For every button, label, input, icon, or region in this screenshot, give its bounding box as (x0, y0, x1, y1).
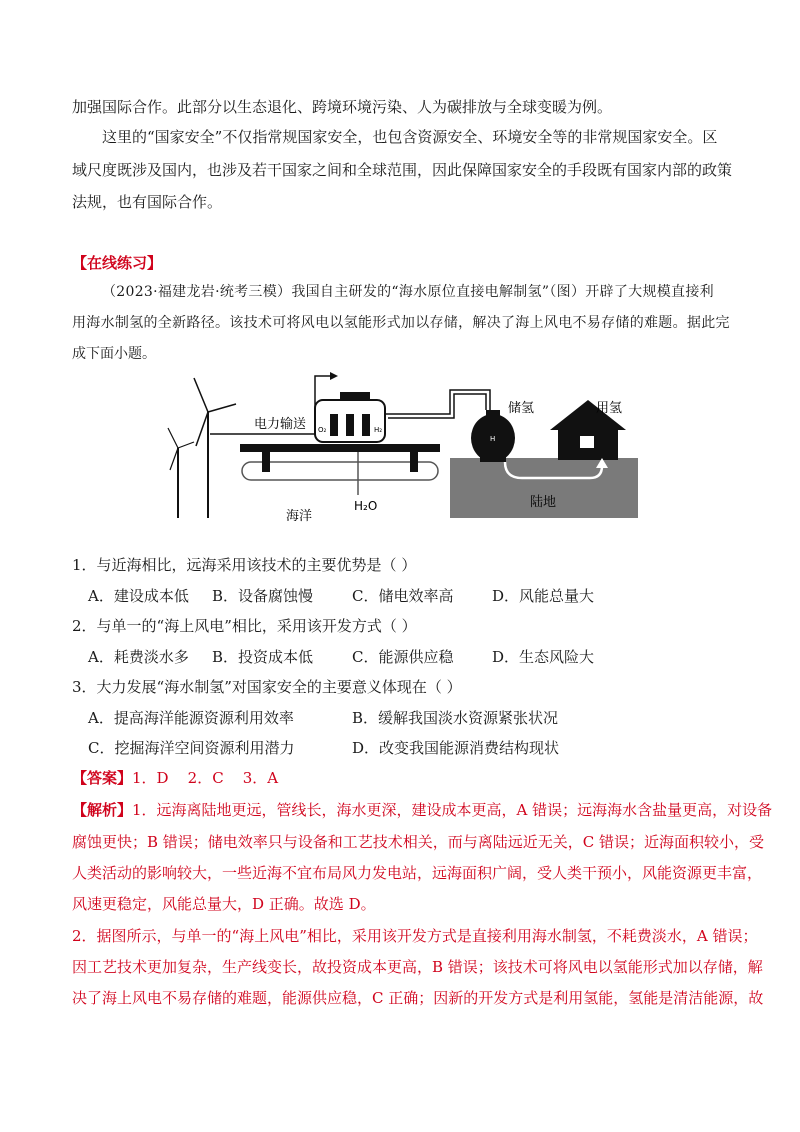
power-arrow (330, 372, 338, 380)
ocean-float (242, 462, 438, 480)
analysis-line-3: 人类活动的影响较大，一些近海不宜布局风力发电站，远海面积广阔，受人类干预小，风能资源更丰富， (72, 864, 763, 882)
use-label: 用氢 (596, 401, 623, 416)
h2-label: H₂ (374, 426, 383, 434)
electrode (362, 414, 370, 436)
q2-option-a: A．耗费淡水多 (88, 648, 189, 666)
answer-text: 1．D 2．C 3．A (132, 769, 279, 787)
turbine-blade (208, 404, 236, 412)
platform-deck (240, 444, 440, 452)
turbine-blade (168, 428, 178, 448)
q3-option-c: C．挖掘海洋空间资源利用潜力 (88, 739, 295, 757)
stem-line-3: 成下面小题。 (72, 346, 156, 362)
tank-h-label: H (490, 435, 496, 443)
analysis-line-4: 风速更稳定，风能总量大，D 正确。故选 D。 (72, 895, 376, 913)
q1-option-b: B．设备腐蚀慢 (212, 587, 314, 605)
answer-label: 【答案】 (72, 769, 133, 787)
analysis-line-7: 决了海上风电不易存储的难题，能源供应稳，C 正确；因新的开发方式是利用氢能，氢能是清洁能源，故 (72, 989, 764, 1007)
power-label: 电力输送 (254, 417, 307, 432)
analysis-line-2: 腐蚀更快；B 错误；储电效率只与设备和工艺技术相关，而与离陆远近无关，C 错误；近海面积较小，受 (72, 833, 765, 851)
q2-option-d: D．生态风险大 (492, 648, 595, 666)
question-3-stem: 3．大力发展“海水制氢”对国家安全的主要意义体现在（ ） (72, 678, 462, 696)
q3-option-d: D．改变我国能源消费结构现状 (352, 739, 560, 757)
analysis-label: 【解析】 (72, 801, 133, 819)
ocean-label: 海洋 (286, 509, 313, 524)
land-label: 陆地 (530, 495, 557, 510)
house-window (580, 436, 594, 448)
question-2-stem: 2．与单一的“海上风电”相比，采用该开发方式（ ） (72, 617, 417, 635)
tank-base (480, 456, 506, 462)
seawater-hydrogen-figure (150, 370, 650, 530)
o2-label: O₂ (318, 426, 327, 434)
q2-option-c: C．能源供应稳 (352, 648, 454, 666)
analysis-line-6: 因工艺技术更加复杂，生产线变长，故投资成本更高，B 错误；该技术可将风电以氢能形式加以存储，解 (72, 958, 763, 976)
intro-line-4: 法规，也有国际合作。 (72, 193, 223, 211)
intro-line-3: 域尺度既涉及国内，也涉及若干国家之间和全球范围，因此保障国家安全的手段既有国家内部的政策 (72, 161, 733, 179)
intro-line-2: 这里的“国家安全”不仅指常规国家安全，也包含资源安全、环境安全等的非常规国家安全。区 (102, 128, 718, 146)
question-1-stem: 1．与近海相比，远海采用该技术的主要优势是（ ） (72, 556, 417, 574)
platform-leg (262, 452, 270, 472)
q3-option-b: B．缓解我国淡水资源紧张状况 (352, 709, 559, 727)
water-label: H₂O (354, 499, 378, 513)
q1-option-c: C．储电效率高 (352, 587, 454, 605)
turbine-blade (170, 448, 178, 470)
q1-option-d: D．风能总量大 (492, 587, 595, 605)
stem-line-1: （2023·福建龙岩·统考三模）我国自主研发的“海水原位直接电解制氢”（图）开辟了大规模直接利 (102, 284, 714, 300)
answer-line (72, 767, 278, 788)
q2-option-b: B．投资成本低 (212, 648, 314, 666)
stem-line-2: 用海水制氢的全新路径。该技术可将风电以氢能形式加以存储，解决了海上风电不易存储的难题。据此完 (72, 315, 730, 331)
turbine-blade (194, 378, 208, 412)
analysis-line-5: 2．据图所示，与单一的“海上风电”相比，采用该开发方式是直接利用海水制氢，不耗费淡水，A 错误； (72, 927, 758, 945)
section-title: 【在线练习】 (72, 254, 163, 272)
intro-line-1: 加强国际合作。此部分以生态退化、跨境环境污染、人为碳排放与全球变暖为例。 (72, 98, 613, 116)
q1-option-a: A．建设成本低 (88, 587, 189, 605)
analysis-text-1: 1．远海离陆地更远，管线长，海水更深，建设成本更高，A 错误；远海海水含盐量更高，对设备 (132, 801, 773, 819)
q3-option-a: A．提高海洋能源资源利用效率 (88, 709, 294, 727)
tank-valve (486, 410, 500, 418)
electrode (346, 414, 354, 436)
turbine-blade (196, 412, 208, 446)
electrolyzer-top (340, 392, 370, 400)
platform-leg (410, 452, 418, 472)
store-label: 储氢 (508, 401, 535, 416)
turbine-blade (178, 442, 194, 448)
electrode (330, 414, 338, 436)
analysis-line-1 (72, 799, 772, 820)
